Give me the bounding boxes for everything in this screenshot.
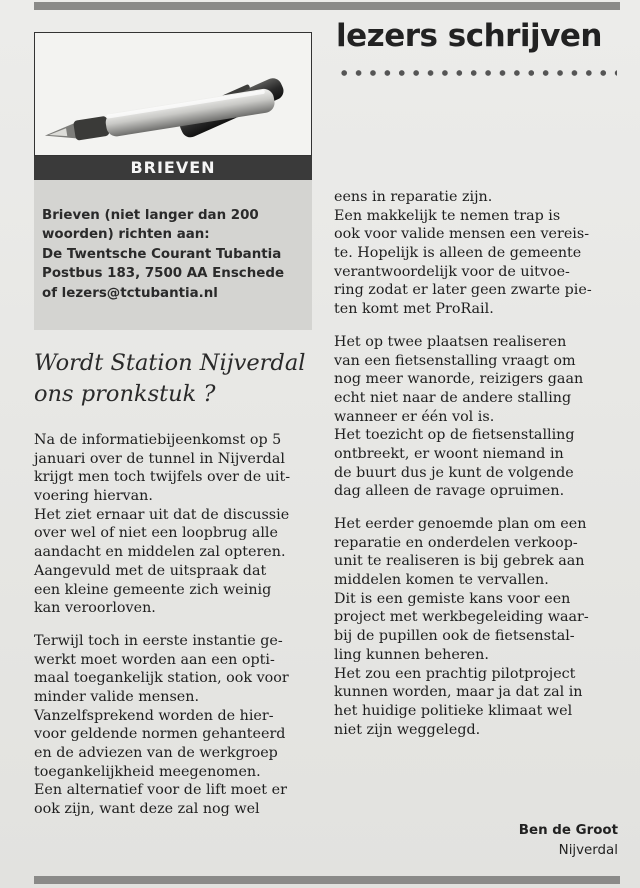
author-place: Nijverdal bbox=[558, 843, 618, 858]
headline-line: ons pronkstuk ? bbox=[34, 381, 216, 407]
article-text-line: en de adviezen van de werkgroep bbox=[34, 745, 278, 761]
article-text-line: januari over de tunnel in Nijverdal bbox=[34, 450, 285, 467]
article-text-line: ontbreekt, er woont niemand in bbox=[334, 445, 564, 462]
article-text-line: Het ziet ernaar uit dat de discussie bbox=[34, 506, 290, 523]
article-text-line: kunnen worden, maar ja dat zal in bbox=[334, 684, 583, 701]
top-rule bbox=[34, 2, 620, 10]
author-signature bbox=[519, 821, 618, 861]
article-text-line: een kleine gemeente zich weinig bbox=[34, 581, 272, 598]
article-text-line: ring zodat er later geen zwarte pie- bbox=[334, 282, 592, 299]
info-line: Postbus 183, 7500 AA Enschede bbox=[42, 266, 285, 282]
article-text-line: Aangevuld met de uitspraak dat bbox=[34, 562, 267, 579]
article-text-line: maal toegankelijk station, ook voor bbox=[34, 670, 289, 687]
article-text-line: de buurt dus je kunt de volgende bbox=[334, 464, 574, 481]
article-text-line: verantwoordelijk voor de uitvoe- bbox=[334, 263, 570, 280]
article-text-line: Het op twee plaatsen realiseren bbox=[334, 333, 567, 350]
paragraph-gap bbox=[334, 319, 592, 333]
submission-info-box bbox=[34, 180, 312, 330]
article-text-line: te. Hopelijk is alleen de gemeente bbox=[334, 245, 582, 262]
article-text-line: ling kunnen beheren. bbox=[334, 646, 489, 663]
article-text-line: middelen komen te vervallen. bbox=[334, 572, 549, 589]
article-text-line: Vanzelfsprekend worden de hier- bbox=[34, 707, 274, 724]
section-title: lezers schrijven bbox=[336, 18, 602, 54]
article-text-line: voering hiervan. bbox=[34, 488, 153, 505]
article-text-line: krijgt men toch twijfels over de uit- bbox=[34, 469, 291, 486]
article-text-line: Na de informatiebijeenkomst op 5 bbox=[34, 432, 282, 448]
article-text-line: dag alleen de ravage opruimen. bbox=[334, 483, 565, 500]
article-text-line: werkt moet worden aan een opti- bbox=[34, 651, 275, 668]
article-text-line: bij de pupillen ook de fietsenstal- bbox=[334, 628, 575, 645]
article-headline bbox=[34, 348, 324, 410]
article-text-line: Het toezicht op de fietsenstalling bbox=[334, 427, 575, 444]
article-text-line: ook voor valide mensen een vereis- bbox=[334, 226, 590, 243]
bottom-rule bbox=[34, 876, 620, 884]
fountain-pen-icon bbox=[35, 33, 312, 156]
article-text-line: het huidige politieke klimaat wel bbox=[334, 702, 573, 719]
article-text-line: toegankelijkheid meegenomen. bbox=[34, 763, 261, 780]
headline-line: Wordt Station Nijverdal bbox=[34, 350, 306, 376]
article-text-line: minder valide mensen. bbox=[34, 688, 200, 705]
article-text-line: reparatie en onderdelen verkoop- bbox=[334, 534, 578, 551]
article-text-line: Terwijl toch in eerste instantie ge- bbox=[34, 632, 283, 649]
article-column-left bbox=[34, 431, 290, 819]
article-text-line: ten komt met ProRail. bbox=[334, 301, 494, 318]
article-text-line: Het eerder genoemde plan om een bbox=[334, 516, 587, 532]
article-text-line: wanneer er één vol is. bbox=[334, 408, 495, 425]
article-text-line: niet zijn weggelegd. bbox=[334, 721, 481, 738]
info-line: De Twentsche Courant Tubantia bbox=[42, 246, 282, 262]
info-line: of lezers@tctubantia.nl bbox=[42, 285, 218, 301]
article-text-line: Dit is een gemiste kans voor een bbox=[334, 590, 571, 607]
article-text-line: kan veroorloven. bbox=[34, 600, 156, 617]
paragraph-gap bbox=[334, 501, 592, 515]
info-line: woorden) richten aan: bbox=[42, 227, 210, 243]
article-text-line: project met werkbegeleiding waar- bbox=[334, 609, 589, 626]
article-text-line: eens in reparatie zijn. bbox=[334, 189, 493, 205]
article-text-line: echt niet naar de andere stalling bbox=[334, 389, 572, 406]
article-column-right bbox=[334, 188, 592, 739]
article-text-line: van een fietsenstalling vraagt om bbox=[334, 352, 576, 369]
article-text-line: ook zijn, want deze zal nog wel bbox=[34, 801, 260, 818]
article-text-line: Het zou een prachtig pilotproject bbox=[334, 665, 576, 682]
brieven-banner: BRIEVEN bbox=[34, 156, 312, 180]
info-line: Brieven (niet langer dan 200 bbox=[42, 208, 259, 223]
article-text-line: voor geldende normen gehanteerd bbox=[34, 726, 286, 743]
author-name: Ben de Groot bbox=[518, 823, 618, 838]
article-text-line: nog meer wanorde, reizigers gaan bbox=[334, 371, 584, 388]
dotted-divider bbox=[337, 68, 617, 78]
article-text-line: aandacht en middelen zal opteren. bbox=[34, 544, 286, 561]
article-text-line: Een alternatief voor de lift moet er bbox=[34, 782, 287, 799]
article-text-line: over wel of niet een loopbrug alle bbox=[34, 525, 278, 542]
article-text-line: unit te realiseren is bij gebrek aan bbox=[334, 553, 585, 570]
pen-photo bbox=[34, 32, 312, 156]
article-text-line: Een makkelijk te nemen trap is bbox=[334, 207, 561, 224]
paragraph-gap bbox=[34, 618, 290, 632]
